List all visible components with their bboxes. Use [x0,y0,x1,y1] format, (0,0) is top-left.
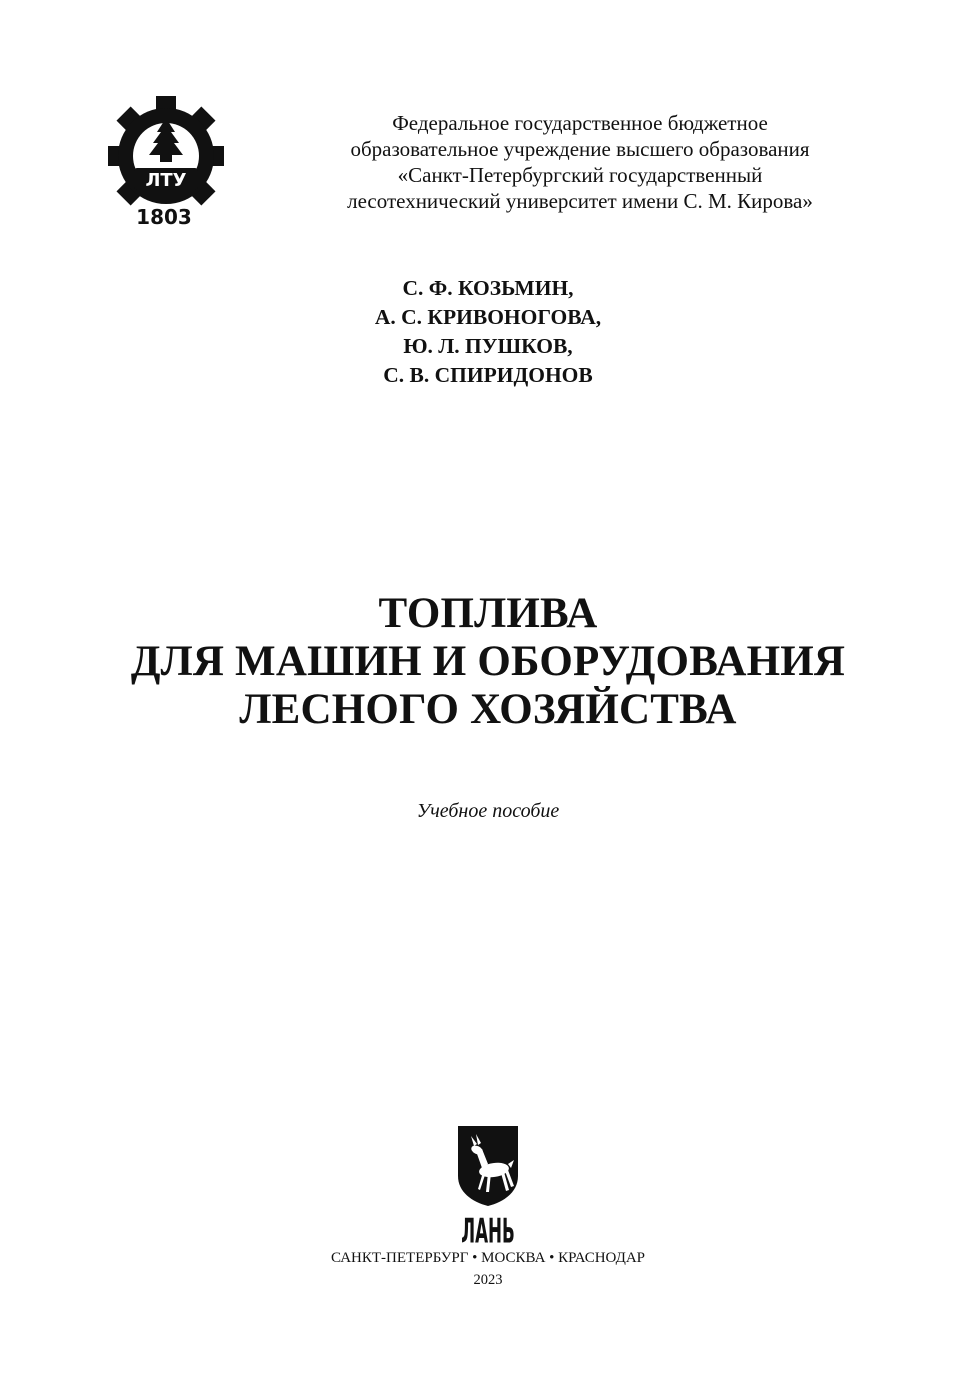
title-line: ТОПЛИВА [378,590,598,637]
university-logo [108,96,224,232]
authors-list [0,274,976,390]
institution-line: Федеральное государственное бюджетное [392,111,768,135]
institution-line: «Санкт-Петербургский государственный [397,163,763,187]
publication-cities: САНКТ-ПЕТЕРБУРГ • МОСКВА • КРАСНОДАР [330,1250,646,1266]
university-monogram: ЛТУ [145,170,187,191]
publisher-logo [454,1124,522,1248]
author-name: С. В. СПИРИДОНОВ [383,363,593,387]
author-name: Ю. Л. ПУШКОВ, [403,334,573,358]
title-line: ДЛЯ МАШИН И ОБОРУДОВАНИЯ [130,638,846,685]
book-title [0,590,976,734]
publication-year: 2023 [473,1272,503,1288]
book-type: Учебное пособие [416,800,560,822]
author-name: С. Ф. КОЗЬМИН, [402,276,574,300]
institution-line: лесотехнический университет имени С. М. Кирова» [347,189,813,213]
gear-emblem-icon [108,96,224,232]
doe-shield-icon [454,1124,522,1248]
institution-name [290,110,870,214]
title-line: ЛЕСНОГО ХОЗЯЙСТВА [239,686,737,733]
institution-line: образовательное учреждение высшего образования [350,137,810,161]
university-founding-year: 1803 [136,205,192,229]
author-name: А. С. КРИВОНОГОВА, [374,305,602,329]
publisher-wordmark: ЛАНЬ [461,1212,515,1248]
